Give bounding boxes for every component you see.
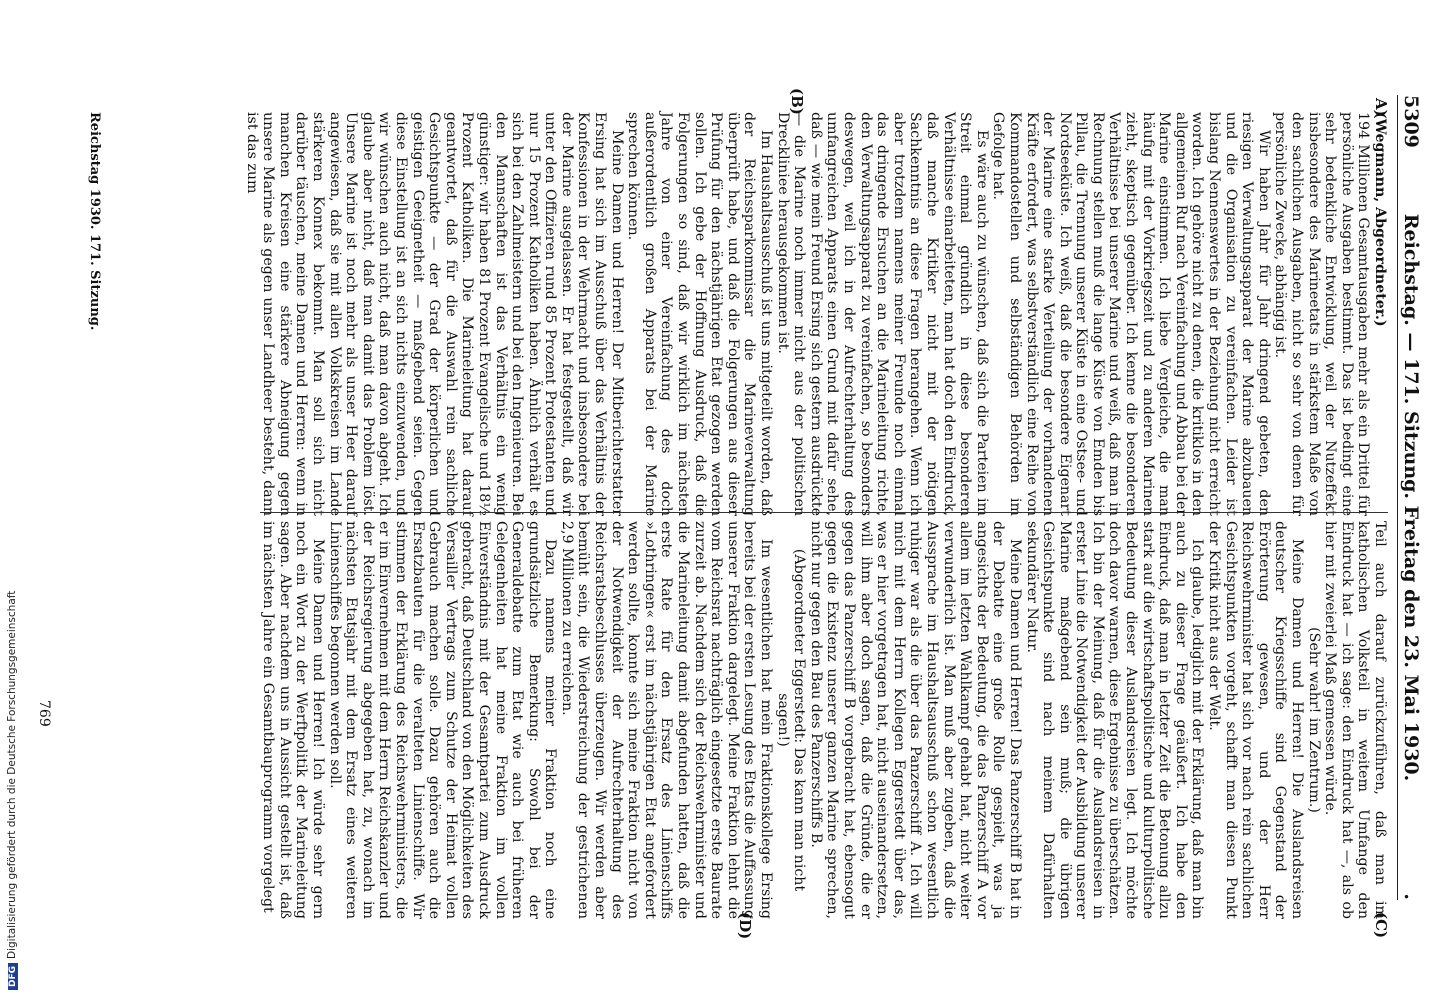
paragraph: Meine Damen und Herren! Ich würde sehr gern noch ein Wort zu der Werftpolitik der Marineleitung sagen. Aber nachdem uns in Aussicht gestellt ist, daß im nächsten Jahre ein Gesamtbauprogramm vorgelegt [260,521,326,919]
digitization-sidebar [4,0,28,1000]
interjection: (Sehr wahr! im Zentrum.) [1305,627,1322,813]
page-foot-number: 769 [36,700,52,727]
margin-marker-b: (B) [788,88,806,115]
page-header [1397,95,1424,900]
speaker-line: (Wegmann, Abgeordneter.) [1372,112,1388,327]
paragraph: Wir haben Jahr für Jahr dringend gebeten, den riesigen Verwaltungsapparat der Marine abzubauen und die Organisation zu vereinfachen. Leider ist bislang Nennenswertes in der Beziehung nicht erreicht worden. Ich gehöre nicht zu denen, die kritiklos in den allgemeinen Ruf nach Vereinfachung und Abbau bei der Marine einstimmen. Ich liebe Vergleiche, die man häufig mit der Vorkriegszeit und zu anderen Marinen zieht, skeptisch gegenüber. Ich kenne die besonderen Verhältnisse bei unserer Marine und weiß, daß man in Rechnung stellen muß die lange Küste von Emden bis Pillau, die Trennung unserer Küste in eine Ostsee- und Nordseeküste. Ich weiß, daß die besondere Eigenart der Marine eine starke Verteilung der vorhandenen Kräfte erfordert, was selbstverständlich eine Reihe von Kommandostellen und selbständigen Behörden im Gefolge hat. [990,112,1272,516]
page-footer: Reichstag 1930. 171. Sitzung. [87,112,102,331]
margin-marker-c: (C) [1372,912,1390,939]
paragraph: Meine Damen und Herren! Das Panzerschiff B hat in der Debatte eine große Rolle gespielt, was ja angesichts der Bedeutung, die das Panzerschiff A vor allem im letzten Wahlkampf gehabt hat, nicht weiter verwunderlich ist. Man muß aber zugeben, daß die Aussprache im Haushaltsausschuß schon wesentlich ruhiger war als die über das Panzerschiff A. Ich will mich mit dem Herrn Kollegen Eggerstedt über das, was er hier vorgetragen hat, nicht auseinandersetzen, will ihm aber doch sagen, daß die Gründe, die er gegen das Panzerschiff B vorgebracht hat, ebensogut gegen die Existenz unserer ganzen Marine sprechen, nicht nur gegen den Bau des Panzerschiffs B. [807,521,1023,919]
header-dot: . [1400,893,1422,900]
paragraph: Ich glaube, lediglich mit der Erklärung, daß man bin auch zu dieser Frage geäußert. Ich habe den Eindruck, daß man in letzter Zeit die Betonung allzu stark auf die wirtschaftspolitische und kulturpolitische Bedeutung dieser Auslandsreisen legt. Ich möchte doch davor warnen, diese Ergebnisse zu überschätzen. Ich bin der Meinung, daß für die Auslandsreisen in erster Linie die Notwendigkeit der Ausbildung unserer Marine maßgebend sein muß; die übrigen Gesichtspunkte sind nach meinem Dafürhalten sekundärer Natur. [1023,521,1206,919]
left-column [243,112,1388,516]
paragraph: Im Haushaltsausschuß ist uns mitgeteilt worden, daß der Reichssparkommissar die Marineverwaltung überprüft habe, und daß die Folgerungen aus dieser Prüfung für den nächstjährigen Etat gezogen werden sollen. Ich gebe der Hoffnung Ausdruck, daß die Folgerungen so sind, daß wir wirklich im nächsten Jahre von einer Vereinfachung des doch außerordentlich großen Apparats bei der Marine sprechen können. [625,112,775,516]
credit-text: Digitalisierung gefördert durch die Deutsche Forschungsgemeinschaft [6,590,18,959]
paragraph: Es wäre auch zu wünschen, daß sich die Parteien im Streit einmal gründlich in diese besonderen Verhältnisse einarbeiteten, man hat doch den Eindruck, daß manche Kritiker nicht mit der nötigen Sachkenntnis an diese Fragen herangehen. Wenn ich aber trotzdem namens meiner Freunde noch einmal das dringende Ersuchen an die Marineleitung richte, den Verwaltungsapparat zu vereinfachen, so besonders deswegen, weil ich in der Aufrechterhaltung des umfangreichen Apparats einen Grund mit dafür sehe, daß — wie mein Freund Ersing sich gestern ausdrückte — die Marine noch immer nicht aus der politischen Dreckliniee herausgekommen ist. [774,112,990,516]
interjection: (Abgeordneter Eggerstedt: Das kann man nicht sagen!) [774,548,808,892]
paragraph: Meine Damen und Herren! Die Auslandsreisen deutscher Kriegsschiffe sind Gegenstand der Erörterung gewesen, und der Herr Reichswehrminister hat sich vor nach rein sachlichen Gesichtspunkten vorgeht, schafft man diesen Punkt der Kritik nicht aus der Welt. [1206,521,1306,919]
paragraph: Meine Damen und Herren! Der Mitberichterstatter Ersing hat sich im Ausschuß über das Verhältnis der Konfessionen in der Wehrmacht und insbesondere bei der Marine ausgelassen. Er hat festgestellt, daß wir unter den Offizieren rund 85 Prozent Protestanten und nur 15 Prozent Katholiken haben. Ähnlich verhält es sich bei den Zahlmeistern und bei den Ingenieuren. Bei den Mannschaften ist das Verhältnis ein wenig günstiger: wir haben 81 Prozent Evangelische und 18½ Prozent Katholiken. Die Marineleitung hat darauf geantwortet, daß für die Auswahl rein sachliche Gesichtspunkte — der Grad der körperlichen und geistigen Geeignetheit — maßgebend seien. Gegen diese Einstellung ist an sich nichts einzuwenden, und wir wünschen auch nicht, daß man davon abgeht. Ich glaube aber nicht, daß man damit das Problem löst. Unsere Marine ist noch mehr als unser Heer darauf angewiesen, daß sie mit allen Volkskreisen im Lande stärkeren Konnex bekommt. Man soll sich nicht darüber täuschen, meine Damen und Herren: wenn in manchen Kreisen eine stärkere Abneigung gegen unsere Marine als gegen unser Landheer besteht, dann ist das zum [243,112,625,516]
page-number: 5309 [1400,95,1422,148]
dfg-logo: DFG [8,963,18,990]
digitization-credit [6,0,26,990]
paragraph: Im wesentlichen hat mein Fraktionskollege Ersing bereits bei der ersten Lesung des Etats die Auffassung unserer Fraktion dargelegt. Meine Fraktion lehnt die vom Reichsrat nachträglich eingesetzte erste Baurate zurzeit ab. Nachdem sich der Reichswehrminister und die Marineleitung damit abgefunden hatten, daß die erste Rate für den Ersatz des Linienschiffs »Lothringen« erst im nächstjährigen Etat angefordert werden sollte, konnte sich meine Fraktion nicht von der Notwendigkeit der Aufrechterhaltung des Reichsratsbeschlusses überzeugen. Wir werden aber bemüht sein, die Wiederstreichung der gestrichenen 2,9 Millionen zu erreichen. [558,521,775,919]
right-column [260,512,1388,919]
margin-marker-a: A) [1372,98,1390,117]
paragraph: Teil auch darauf zurückzuführen, daß man im katholischen Volksteil in weitem Umfange den Eindruck hat — ich sage: den Eindruck hat —, als ob hier mit zweierlei Maß gemessen würde. [1322,521,1388,919]
paragraph: 194 Millionen Gesamtausgaben mehr als ein Drittel für persönliche Ausgaben bestimmt. Das ist bedingt eine sehr bedenkliche Entwicklung, weil der Nutzeffekt insbesondere des Marineetats in stärkstem Maße von den sachlichen Ausgaben, nicht so sehr von denen für persönliche Zwecke, abhängig ist. [1272,112,1372,516]
page-title: Reichstag. — 171. Sitzung. Freitag den 23. Mai 1930. [1400,213,1422,782]
paragraph: Dazu namens meiner Fraktion noch eine grundsätzliche Bemerkung: Sowohl bei der Generaldebatte zum Etat wie auch bei früheren Gelegenheiten hat meine Fraktion im vollen Einverständnis mit der Gesamtpartei zum Ausdruck gebracht, daß Deutschland von den Möglichkeiten des Versailler Vertrags zum Schutze der Heimat vollen Gebrauch machen solle. Dazu gehören auch die Ersatzbauten für die veralteten Linienschiffe. Wir stimmen der Erklärung des Reichswehrministers, die er im Einvernehmen mit dem Herrn Reichskanzler und der Reichsregierung abgegeben hat, zu, wonach im nächsten Etatsjahr mit dem Ersatz eines weiteren Linienschiffes begonnen werden soll. [326,521,559,919]
margin-marker-d: (D) [736,912,754,940]
